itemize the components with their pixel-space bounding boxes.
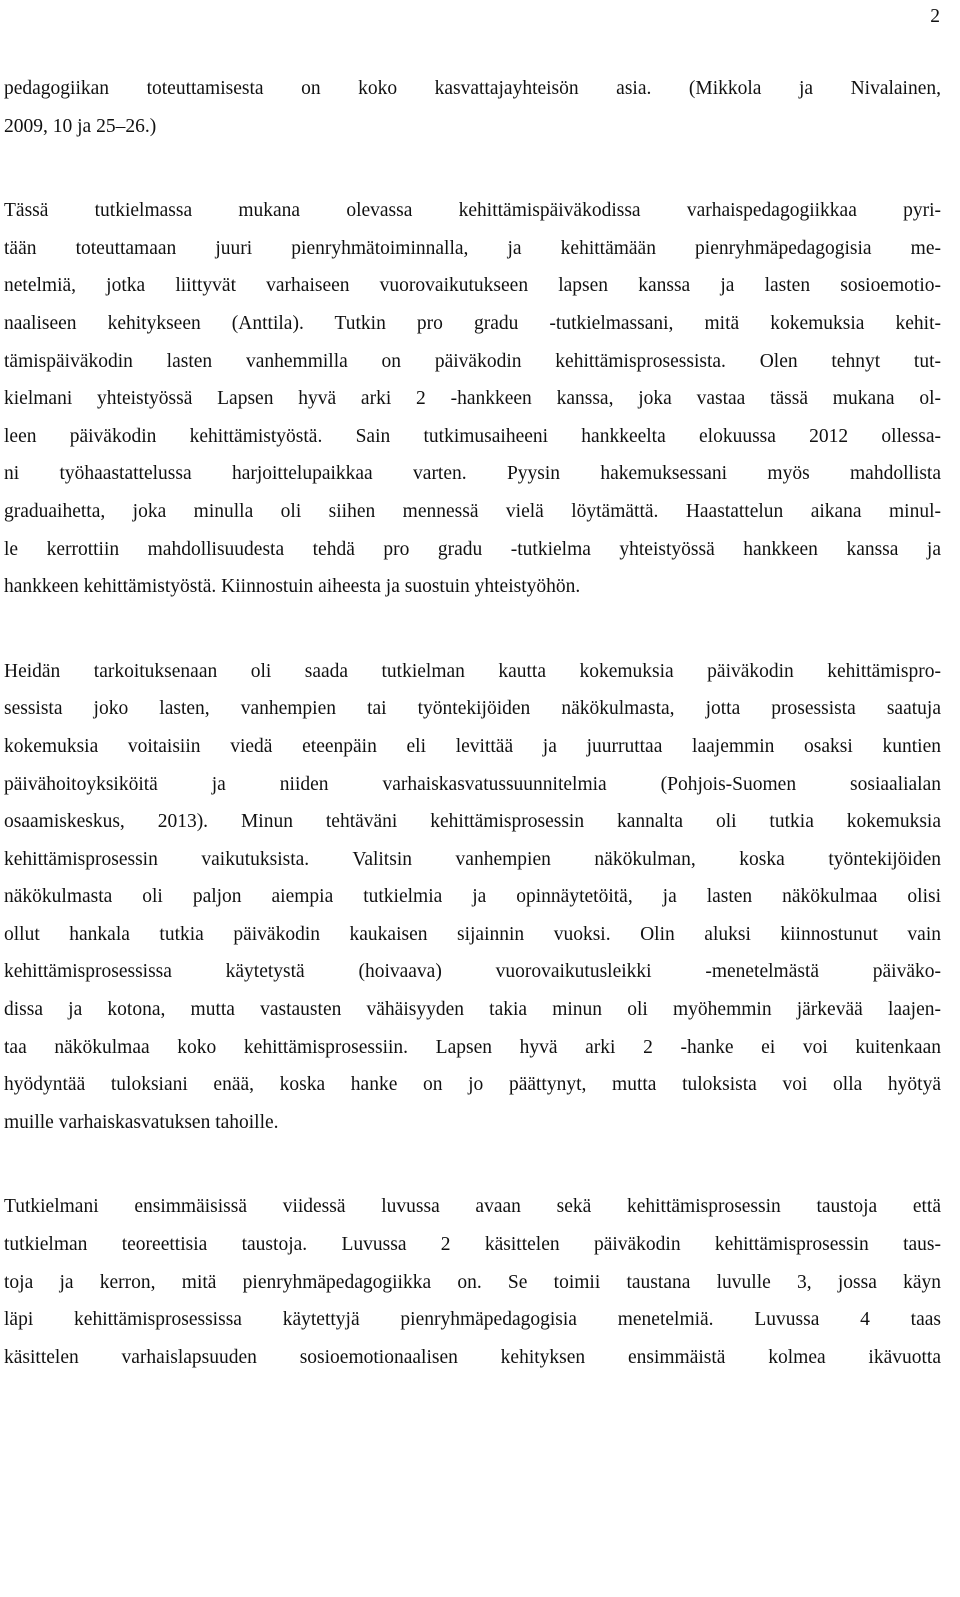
document-body — [4, 70, 941, 1376]
text-line: tutkielman teoreettisia taustoja. Luvussa 2 käsittelen päiväkodin kehittämisprosessin taus- — [4, 1234, 941, 1256]
text-line: käsittelen varhaislapsuuden sosioemotionaalisen kehityksen ensimmäistä kolmea ikävuotta — [4, 1346, 941, 1368]
text-line: muille varhaiskasvatuksen tahoille. — [4, 1111, 279, 1133]
text-line: läpi kehittämisprosessissa käytettyjä pienryhmäpedagogisia menetelmiä. Luvussa 4 taas — [4, 1309, 941, 1331]
text-line: naaliseen kehitykseen (Anttila). Tutkin pro gradu -tutkielmassani, mitä kokemuksia kehit- — [4, 312, 941, 334]
paragraph-gap — [4, 606, 941, 653]
text-line: Tutkielmani ensimmäisissä viidessä luvussa avaan sekä kehittämisprosessin taustoja että — [4, 1196, 941, 1218]
text-line: leen päiväkodin kehittämistyöstä. Sain tutkimusaiheeni hankkeelta elokuussa 2012 ollessa- — [4, 425, 941, 447]
text-line: sessista joko lasten, vanhempien tai työntekijöiden näkökulmasta, jotta prosessista saatuja — [4, 698, 941, 720]
paragraph-gap — [4, 145, 941, 192]
text-line: kokemuksia voitaisiin viedä eteenpäin eli levittää ja juurruttaa laajemmin osaksi kuntien — [4, 735, 941, 757]
text-line: kielmani yhteistyössä Lapsen hyvä arki 2 -hankkeen kanssa, joka vastaa tässä mukana ol- — [4, 388, 941, 410]
text-line: tämispäiväkodin lasten vanhemmilla on päiväkodin kehittämisprosessista. Olen tehnyt tut- — [4, 350, 941, 372]
text-line: netelmiä, jotka liittyvät varhaiseen vuorovaikutukseen lapsen kanssa ja lasten sosioemotio- — [4, 275, 941, 297]
paragraph-gap — [4, 1141, 941, 1188]
text-line: toja ja kerron, mitä pienryhmäpedagogiikka on. Se toimii taustana luvulle 3, jossa käyn — [4, 1271, 941, 1293]
paragraph-3 — [4, 653, 941, 1142]
text-line: Tässä tutkielmassa mukana olevassa kehittämispäiväkodissa varhaispedagogiikkaa pyri- — [4, 200, 941, 222]
text-line: kehittämisprosessissa käytetystä (hoivaava) vuorovaikutusleikki -menetelmästä päiväko- — [4, 961, 941, 983]
text-line: osaamiskeskus, 2013). Minun tehtäväni kehittämisprosessin kannalta oli tutkia kokemuksia — [4, 811, 941, 833]
text-line: pedagogiikan toteuttamisesta on koko kasvattajayhteisön asia. (Mikkola ja Nivalainen, — [4, 78, 941, 99]
text-line: Heidän tarkoituksenaan oli saada tutkielman kautta kokemuksia päiväkodin kehittämispro- — [4, 660, 941, 682]
text-line: näkökulmasta oli paljon aiempia tutkielmia ja opinnäytetöitä, ja lasten näkökulmaa olisi — [4, 886, 941, 908]
text-line: graduaihetta, joka minulla oli siihen mennessä vielä löytämättä. Haastattelun aikana minul- — [4, 500, 941, 522]
text-line: kehittämisprosessin vaikutuksista. Valitsin vanhempien näkökulman, koska työntekijöiden — [4, 848, 941, 870]
text-line: tään toteuttamaan juuri pienryhmätoiminnalla, ja kehittämään pienryhmäpedagogisia me- — [4, 237, 941, 259]
paragraph-2 — [4, 192, 941, 606]
text-line: taa näkökulmaa koko kehittämisprosessiin. Lapsen hyvä arki 2 -hanke ei voi kuitenkaan — [4, 1036, 941, 1058]
text-line: dissa ja kotona, mutta vastausten vähäisyyden takia minun oli myöhemmin järkevää laajen- — [4, 999, 941, 1021]
text-line: ollut hankala tutkia päiväkodin kaukaisen sijainnin vuoksi. Olin aluksi kiinnostunut vain — [4, 923, 941, 945]
text-line: hankkeen kehittämistyöstä. Kiinnostuin aiheesta ja suostuin yhteistyöhön. — [4, 576, 581, 598]
text-line: 2009, 10 ja 25–26.) — [4, 115, 157, 137]
page-number: 2 — [930, 6, 940, 27]
paragraph-1 — [4, 70, 941, 145]
text-line: ni työhaastattelussa harjoittelupaikkaa varten. Pyysin hakemuksessani myös mahdollista — [4, 463, 941, 485]
paragraph-4 — [4, 1188, 941, 1376]
text-line: le kerrottiin mahdollisuudesta tehdä pro gradu -tutkielma yhteistyössä hankkeen kanssa ja — [4, 538, 941, 560]
text-line: hyödyntää tuloksiani enää, koska hanke on jo päättynyt, mutta tuloksista voi olla hyötyä — [4, 1074, 941, 1096]
text-line: päivähoitoyksiköitä ja niiden varhaiskasvatussuunnitelmia (Pohjois-Suomen sosiaalialan — [4, 773, 941, 795]
